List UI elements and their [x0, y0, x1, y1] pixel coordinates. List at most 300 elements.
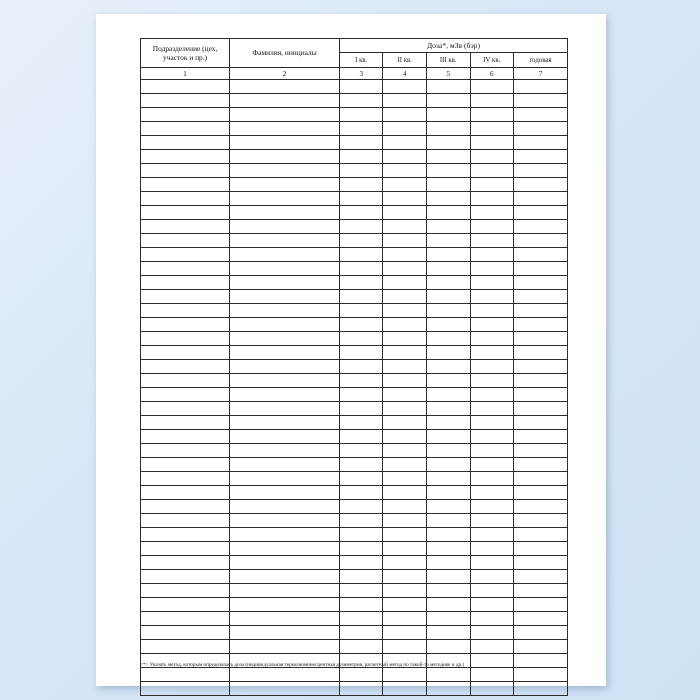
table-cell[interactable] [339, 136, 383, 150]
table-row[interactable] [141, 444, 568, 458]
table-cell[interactable] [230, 206, 340, 220]
table-row[interactable] [141, 192, 568, 206]
table-row[interactable] [141, 108, 568, 122]
table-cell[interactable] [230, 612, 340, 626]
table-row[interactable] [141, 416, 568, 430]
table-cell[interactable] [426, 164, 470, 178]
table-row[interactable] [141, 234, 568, 248]
table-cell[interactable] [426, 416, 470, 430]
table-cell[interactable] [514, 486, 568, 500]
table-cell[interactable] [514, 108, 568, 122]
table-cell[interactable] [339, 220, 383, 234]
table-cell[interactable] [514, 164, 568, 178]
table-cell[interactable] [339, 360, 383, 374]
table-cell[interactable] [339, 542, 383, 556]
table-cell[interactable] [339, 598, 383, 612]
table-row[interactable] [141, 640, 568, 654]
table-cell[interactable] [426, 290, 470, 304]
table-row[interactable] [141, 136, 568, 150]
table-cell[interactable] [426, 388, 470, 402]
table-cell[interactable] [426, 500, 470, 514]
table-cell[interactable] [383, 500, 427, 514]
table-row[interactable] [141, 206, 568, 220]
table-cell[interactable] [339, 514, 383, 528]
table-cell[interactable] [514, 388, 568, 402]
table-cell[interactable] [230, 318, 340, 332]
table-cell[interactable] [470, 234, 514, 248]
table-cell[interactable] [230, 122, 340, 136]
table-cell[interactable] [426, 598, 470, 612]
table-cell[interactable] [230, 136, 340, 150]
table-row[interactable] [141, 514, 568, 528]
table-cell[interactable] [230, 458, 340, 472]
table-row[interactable] [141, 570, 568, 584]
table-cell[interactable] [339, 430, 383, 444]
table-cell[interactable] [141, 262, 230, 276]
table-row[interactable] [141, 612, 568, 626]
table-cell[interactable] [514, 276, 568, 290]
table-cell[interactable] [383, 332, 427, 346]
table-cell[interactable] [141, 668, 230, 682]
table-cell[interactable] [426, 542, 470, 556]
table-cell[interactable] [141, 360, 230, 374]
table-cell[interactable] [426, 584, 470, 598]
table-cell[interactable] [426, 444, 470, 458]
table-cell[interactable] [141, 108, 230, 122]
table-cell[interactable] [426, 220, 470, 234]
table-cell[interactable] [514, 234, 568, 248]
table-cell[interactable] [339, 192, 383, 206]
table-row[interactable] [141, 304, 568, 318]
table-cell[interactable] [339, 486, 383, 500]
table-cell[interactable] [383, 80, 427, 94]
table-cell[interactable] [141, 528, 230, 542]
table-cell[interactable] [141, 458, 230, 472]
table-cell[interactable] [141, 640, 230, 654]
table-cell[interactable] [230, 332, 340, 346]
table-cell[interactable] [339, 164, 383, 178]
table-cell[interactable] [339, 80, 383, 94]
table-cell[interactable] [141, 136, 230, 150]
table-cell[interactable] [230, 108, 340, 122]
table-cell[interactable] [230, 220, 340, 234]
table-cell[interactable] [141, 192, 230, 206]
table-row[interactable] [141, 584, 568, 598]
table-cell[interactable] [383, 178, 427, 192]
table-cell[interactable] [141, 612, 230, 626]
table-cell[interactable] [339, 346, 383, 360]
table-cell[interactable] [141, 514, 230, 528]
table-cell[interactable] [230, 416, 340, 430]
table-cell[interactable] [470, 542, 514, 556]
table-cell[interactable] [470, 668, 514, 682]
table-cell[interactable] [339, 682, 383, 696]
table-cell[interactable] [383, 164, 427, 178]
table-cell[interactable] [383, 206, 427, 220]
table-cell[interactable] [383, 318, 427, 332]
table-row[interactable] [141, 80, 568, 94]
table-cell[interactable] [141, 444, 230, 458]
table-cell[interactable] [339, 388, 383, 402]
table-cell[interactable] [514, 472, 568, 486]
table-cell[interactable] [426, 612, 470, 626]
table-cell[interactable] [426, 626, 470, 640]
table-cell[interactable] [141, 178, 230, 192]
table-cell[interactable] [470, 94, 514, 108]
table-cell[interactable] [514, 220, 568, 234]
table-cell[interactable] [230, 556, 340, 570]
table-cell[interactable] [470, 192, 514, 206]
table-cell[interactable] [383, 304, 427, 318]
table-cell[interactable] [426, 430, 470, 444]
table-cell[interactable] [470, 262, 514, 276]
table-cell[interactable] [339, 94, 383, 108]
table-cell[interactable] [514, 500, 568, 514]
table-cell[interactable] [470, 178, 514, 192]
table-cell[interactable] [383, 682, 427, 696]
table-cell[interactable] [426, 248, 470, 262]
table-cell[interactable] [383, 94, 427, 108]
table-cell[interactable] [470, 360, 514, 374]
table-row[interactable] [141, 332, 568, 346]
table-cell[interactable] [470, 80, 514, 94]
table-cell[interactable] [470, 556, 514, 570]
table-cell[interactable] [339, 304, 383, 318]
table-cell[interactable] [470, 528, 514, 542]
table-cell[interactable] [339, 206, 383, 220]
table-cell[interactable] [470, 598, 514, 612]
table-cell[interactable] [339, 290, 383, 304]
table-cell[interactable] [514, 682, 568, 696]
table-cell[interactable] [339, 178, 383, 192]
table-row[interactable] [141, 276, 568, 290]
table-cell[interactable] [383, 136, 427, 150]
table-cell[interactable] [514, 136, 568, 150]
table-cell[interactable] [339, 332, 383, 346]
table-cell[interactable] [230, 304, 340, 318]
table-cell[interactable] [426, 486, 470, 500]
table-cell[interactable] [230, 626, 340, 640]
table-cell[interactable] [141, 206, 230, 220]
table-cell[interactable] [470, 430, 514, 444]
table-cell[interactable] [339, 276, 383, 290]
table-row[interactable] [141, 682, 568, 696]
table-cell[interactable] [230, 234, 340, 248]
table-cell[interactable] [383, 556, 427, 570]
table-cell[interactable] [514, 192, 568, 206]
table-cell[interactable] [230, 500, 340, 514]
table-cell[interactable] [426, 150, 470, 164]
table-cell[interactable] [383, 612, 427, 626]
table-cell[interactable] [383, 458, 427, 472]
table-cell[interactable] [470, 444, 514, 458]
table-cell[interactable] [141, 556, 230, 570]
table-cell[interactable] [426, 206, 470, 220]
table-row[interactable] [141, 542, 568, 556]
table-cell[interactable] [514, 416, 568, 430]
table-cell[interactable] [514, 178, 568, 192]
table-cell[interactable] [514, 94, 568, 108]
table-cell[interactable] [426, 556, 470, 570]
table-cell[interactable] [426, 234, 470, 248]
table-row[interactable] [141, 178, 568, 192]
table-row[interactable] [141, 150, 568, 164]
table-cell[interactable] [514, 360, 568, 374]
table-cell[interactable] [383, 542, 427, 556]
table-cell[interactable] [383, 444, 427, 458]
table-cell[interactable] [383, 388, 427, 402]
table-cell[interactable] [470, 500, 514, 514]
table-cell[interactable] [230, 262, 340, 276]
table-cell[interactable] [514, 444, 568, 458]
table-cell[interactable] [383, 570, 427, 584]
table-cell[interactable] [141, 94, 230, 108]
table-cell[interactable] [339, 458, 383, 472]
table-cell[interactable] [141, 234, 230, 248]
table-cell[interactable] [141, 626, 230, 640]
table-cell[interactable] [141, 80, 230, 94]
table-cell[interactable] [514, 122, 568, 136]
table-cell[interactable] [339, 262, 383, 276]
table-row[interactable] [141, 556, 568, 570]
table-cell[interactable] [426, 682, 470, 696]
table-cell[interactable] [426, 640, 470, 654]
table-cell[interactable] [339, 556, 383, 570]
table-cell[interactable] [426, 402, 470, 416]
table-cell[interactable] [470, 416, 514, 430]
table-row[interactable] [141, 598, 568, 612]
table-cell[interactable] [426, 346, 470, 360]
table-cell[interactable] [141, 416, 230, 430]
table-cell[interactable] [339, 444, 383, 458]
table-cell[interactable] [339, 570, 383, 584]
table-cell[interactable] [383, 430, 427, 444]
table-cell[interactable] [141, 122, 230, 136]
table-cell[interactable] [339, 122, 383, 136]
table-cell[interactable] [383, 346, 427, 360]
table-cell[interactable] [141, 332, 230, 346]
table-row[interactable] [141, 402, 568, 416]
table-cell[interactable] [230, 276, 340, 290]
table-cell[interactable] [470, 486, 514, 500]
table-cell[interactable] [470, 374, 514, 388]
table-cell[interactable] [470, 108, 514, 122]
table-cell[interactable] [426, 374, 470, 388]
table-cell[interactable] [470, 472, 514, 486]
table-cell[interactable] [470, 150, 514, 164]
table-cell[interactable] [383, 640, 427, 654]
table-cell[interactable] [426, 178, 470, 192]
table-cell[interactable] [426, 332, 470, 346]
table-cell[interactable] [514, 80, 568, 94]
table-cell[interactable] [426, 192, 470, 206]
table-cell[interactable] [141, 570, 230, 584]
table-cell[interactable] [470, 640, 514, 654]
table-cell[interactable] [141, 318, 230, 332]
table-cell[interactable] [426, 108, 470, 122]
table-cell[interactable] [383, 486, 427, 500]
table-row[interactable] [141, 458, 568, 472]
table-cell[interactable] [470, 248, 514, 262]
table-row[interactable] [141, 346, 568, 360]
table-cell[interactable] [339, 528, 383, 542]
table-cell[interactable] [230, 584, 340, 598]
table-cell[interactable] [470, 682, 514, 696]
table-cell[interactable] [470, 318, 514, 332]
table-cell[interactable] [339, 402, 383, 416]
table-cell[interactable] [383, 472, 427, 486]
table-cell[interactable] [383, 626, 427, 640]
table-cell[interactable] [383, 598, 427, 612]
table-cell[interactable] [470, 164, 514, 178]
table-cell[interactable] [383, 416, 427, 430]
table-cell[interactable] [383, 514, 427, 528]
table-cell[interactable] [426, 360, 470, 374]
table-cell[interactable] [230, 444, 340, 458]
table-cell[interactable] [383, 290, 427, 304]
table-cell[interactable] [383, 528, 427, 542]
table-cell[interactable] [339, 318, 383, 332]
table-cell[interactable] [514, 626, 568, 640]
table-cell[interactable] [426, 136, 470, 150]
table-cell[interactable] [383, 234, 427, 248]
table-cell[interactable] [426, 458, 470, 472]
table-cell[interactable] [339, 374, 383, 388]
table-cell[interactable] [514, 304, 568, 318]
table-cell[interactable] [339, 108, 383, 122]
table-cell[interactable] [230, 150, 340, 164]
table-row[interactable] [141, 122, 568, 136]
table-cell[interactable] [514, 528, 568, 542]
table-row[interactable] [141, 248, 568, 262]
table-cell[interactable] [230, 528, 340, 542]
table-cell[interactable] [141, 290, 230, 304]
table-cell[interactable] [141, 150, 230, 164]
table-cell[interactable] [426, 122, 470, 136]
table-cell[interactable] [230, 542, 340, 556]
table-cell[interactable] [470, 584, 514, 598]
table-cell[interactable] [514, 598, 568, 612]
table-cell[interactable] [470, 570, 514, 584]
table-cell[interactable] [426, 304, 470, 318]
table-cell[interactable] [514, 374, 568, 388]
table-cell[interactable] [230, 80, 340, 94]
table-cell[interactable] [141, 542, 230, 556]
table-cell[interactable] [514, 542, 568, 556]
table-cell[interactable] [141, 276, 230, 290]
table-row[interactable] [141, 388, 568, 402]
table-row[interactable] [141, 290, 568, 304]
table-cell[interactable] [339, 640, 383, 654]
table-cell[interactable] [383, 584, 427, 598]
table-cell[interactable] [141, 374, 230, 388]
table-cell[interactable] [514, 318, 568, 332]
table-cell[interactable] [339, 612, 383, 626]
table-cell[interactable] [470, 612, 514, 626]
table-cell[interactable] [141, 584, 230, 598]
table-cell[interactable] [470, 136, 514, 150]
table-cell[interactable] [141, 346, 230, 360]
table-cell[interactable] [230, 668, 340, 682]
table-cell[interactable] [339, 668, 383, 682]
table-cell[interactable] [426, 94, 470, 108]
table-cell[interactable] [339, 472, 383, 486]
table-cell[interactable] [514, 402, 568, 416]
table-cell[interactable] [426, 80, 470, 94]
table-cell[interactable] [514, 332, 568, 346]
table-row[interactable] [141, 360, 568, 374]
table-cell[interactable] [141, 598, 230, 612]
table-cell[interactable] [426, 528, 470, 542]
table-cell[interactable] [470, 276, 514, 290]
table-cell[interactable] [141, 304, 230, 318]
table-cell[interactable] [426, 668, 470, 682]
table-cell[interactable] [339, 584, 383, 598]
table-row[interactable] [141, 500, 568, 514]
table-cell[interactable] [383, 108, 427, 122]
table-cell[interactable] [230, 248, 340, 262]
table-cell[interactable] [470, 304, 514, 318]
table-cell[interactable] [426, 514, 470, 528]
table-row[interactable] [141, 486, 568, 500]
table-cell[interactable] [383, 248, 427, 262]
table-cell[interactable] [339, 500, 383, 514]
table-cell[interactable] [141, 472, 230, 486]
table-cell[interactable] [230, 486, 340, 500]
table-cell[interactable] [383, 402, 427, 416]
table-cell[interactable] [230, 388, 340, 402]
table-cell[interactable] [426, 570, 470, 584]
table-cell[interactable] [141, 430, 230, 444]
table-cell[interactable] [230, 598, 340, 612]
table-row[interactable] [141, 164, 568, 178]
table-cell[interactable] [470, 206, 514, 220]
table-cell[interactable] [230, 374, 340, 388]
table-cell[interactable] [339, 626, 383, 640]
table-cell[interactable] [230, 682, 340, 696]
table-row[interactable] [141, 626, 568, 640]
table-row[interactable] [141, 430, 568, 444]
table-row[interactable] [141, 94, 568, 108]
table-cell[interactable] [514, 584, 568, 598]
table-cell[interactable] [514, 430, 568, 444]
table-cell[interactable] [230, 192, 340, 206]
table-row[interactable] [141, 318, 568, 332]
table-cell[interactable] [141, 220, 230, 234]
table-cell[interactable] [514, 346, 568, 360]
table-cell[interactable] [383, 150, 427, 164]
table-cell[interactable] [230, 346, 340, 360]
table-cell[interactable] [383, 374, 427, 388]
table-cell[interactable] [470, 122, 514, 136]
table-row[interactable] [141, 668, 568, 682]
table-cell[interactable] [383, 668, 427, 682]
table-cell[interactable] [514, 458, 568, 472]
table-cell[interactable] [230, 290, 340, 304]
table-cell[interactable] [470, 220, 514, 234]
table-cell[interactable] [383, 220, 427, 234]
table-cell[interactable] [230, 178, 340, 192]
table-cell[interactable] [230, 402, 340, 416]
table-cell[interactable] [141, 164, 230, 178]
table-cell[interactable] [514, 556, 568, 570]
table-cell[interactable] [426, 276, 470, 290]
table-cell[interactable] [339, 248, 383, 262]
table-cell[interactable] [141, 500, 230, 514]
table-cell[interactable] [230, 570, 340, 584]
table-cell[interactable] [383, 262, 427, 276]
table-cell[interactable] [230, 430, 340, 444]
